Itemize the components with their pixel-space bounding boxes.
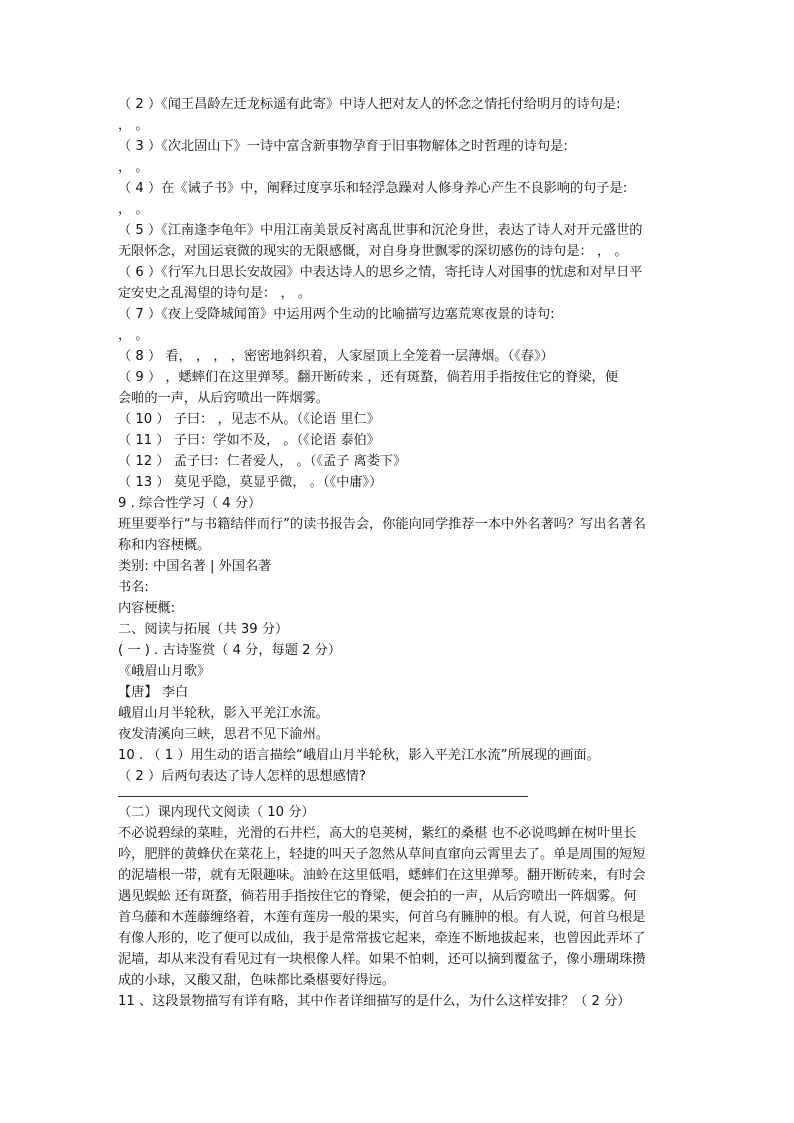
answer-blank-line: ， 。 [118,118,149,133]
passage-line: 首乌藤和木莲藤缠络着，木莲有莲房一般的果实，何首乌有臃肿的根。有人说，何首乌根是 [118,910,646,925]
poem-title: 《峨眉山月歌》 [118,664,211,679]
question-8-2: （ 2 ）《闻王昌龄左迁龙标遥有此寄》中诗人把对友人的怀念之情托付给明月的诗句是: [118,97,621,112]
question-8-5-cont: 无限怀念，对国运衰微的现实的无限感慨，对自身身世飘零的深切感伤的诗句是： ， 。 [118,244,628,259]
poem-author: 【唐】 李白 [118,685,189,700]
answer-blank-line: ， 。 [118,202,149,217]
question-8-7: （ 7 ）《夜上受降城闻笛》中运用两个生动的比喻描写边塞荒寒夜景的诗句: [118,307,555,322]
book-title-field: 书名: [118,580,149,595]
passage-line: 成的小球，又酸又甜，色味都比桑椹要好得远。 [118,973,395,988]
poem-line-2: 夜发清溪向三峡，思君不见下渝州。 [118,727,329,742]
question-8-6-cont: 定安史之乱渴望的诗句是： ， 。 [118,286,312,301]
question-8-13: （ 13 ） 莫见乎隐，莫显乎微， 。（《中庸》） [118,475,383,490]
question-8-10: （ 10 ） 子曰： ，见志不从。（《论语 里仁》 [118,412,380,427]
question-8-9: （ 9 ） ，蟋蟀们在这里弹琴。翻开断砖来 ，还有斑蝥，倘若用手指按住它的脊梁，便 [118,370,618,385]
question-8-11: （ 11 ） 子曰：学如不及， 。（《论语 泰伯》 [118,433,380,448]
answer-blank-line: ， 。 [118,160,149,175]
question-9-prompt: 班里要举行“与书籍结伴而行”的读书报告会，你能向同学推荐一本中外名著吗？写出名著名 [118,517,646,532]
answer-blank-line: ， 。 [118,328,149,343]
question-8-4: （ 4 ）在《诫子书》中，阐释过度享乐和轻浮急躁对人修身养心产生不良影响的句子是: [118,181,628,196]
passage-line: 遇见蜈蚣 还有斑蝥，倘若用手指按住它的脊梁，便会拍的一声，从后窍喷出一阵烟雾。何 [118,889,637,904]
passage-line: 的泥墙根一带，就有无限趣味。油蛉在这里低唱，蟋蟀们在这里弹琴。翻开断砖来，有时会 [118,868,646,883]
question-10-1: 10 . （ 1 ）用生动的语言描绘“峨眉山月半轮秋，影入平羌江水流”所展现的画面。 [118,748,600,763]
question-9-prompt-cont: 称和内容梗概。 [118,538,211,553]
passage-line: 吟，肥胖的黄蜂伏在菜花上，轻捷的叫天子忽然从草间直窜向云霄里去了。单是周围的短短 [118,847,646,862]
question-8-12: （ 12 ） 孟子曰：仁者爱人， 。（《孟子 离娄下》 [118,454,407,469]
question-10-2: （ 2 ）后两句表达了诗人怎样的思想感情? [118,769,366,784]
subsection-2-heading: （二）课内现代文阅读（ 10 分） [118,805,315,820]
question-8-6: （ 6 ）《行军九日思长安故园》中表达诗人的思乡之情，寄托诗人对国事的忧虑和对早日平 [118,265,643,280]
question-8-9-cont: 会啪的一声，从后窍喷出一阵烟雾。 [118,391,329,406]
question-8-8: （ 8 ） 看， ， ， ，密密地斜织着，人家屋顶上全笼着一层薄烟。（《春》） [118,349,554,364]
passage-line: 有像人形的，吃了便可以成仙，我于是常常拔它起来，牵连不断地拔起来，也曾因此弄坏了 [118,931,646,946]
category-field: 类别: 中国名著 | 外国名著 [118,559,272,574]
passage-line: 泥墙，却从来没有看见过有一块根像人样。如果不怕刺，还可以摘到覆盆子，像小珊瑚珠攒 [118,952,646,967]
question-8-3: （ 3 ）《次北固山下》一诗中富含新事物孕育于旧事物解体之时哲理的诗句是: [118,139,568,154]
question-8-5: （ 5 ）《江南逢李龟年》中用江南美景反衬离乱世事和沉沦身世，表达了诗人对开元盛世的 [118,223,643,238]
poem-line-1: 峨眉山月半轮秋，影入平羌江水流。 [118,706,329,721]
subsection-1-heading: ( 一 ) . 古诗鉴赏（ 4 分，每题 2 分） [118,643,342,658]
summary-field: 内容梗概: [118,601,176,616]
answer-rule [118,796,528,797]
passage-line: 不必说碧绿的菜畦，光滑的石井栏，高大的皂荚树，紫红的桑椹 也不必说鸣蝉在树叶里长 [118,826,637,841]
question-9-heading: 9 . 综合性学习（ 4 分） [118,496,262,511]
question-11: 11 、这段景物描写有详有略，其中作者详细描写的是什么，为什么这样安排？（ 2 分） [118,994,631,1009]
section-2-heading: 二、阅读与拓展（共 39 分） [118,622,289,637]
